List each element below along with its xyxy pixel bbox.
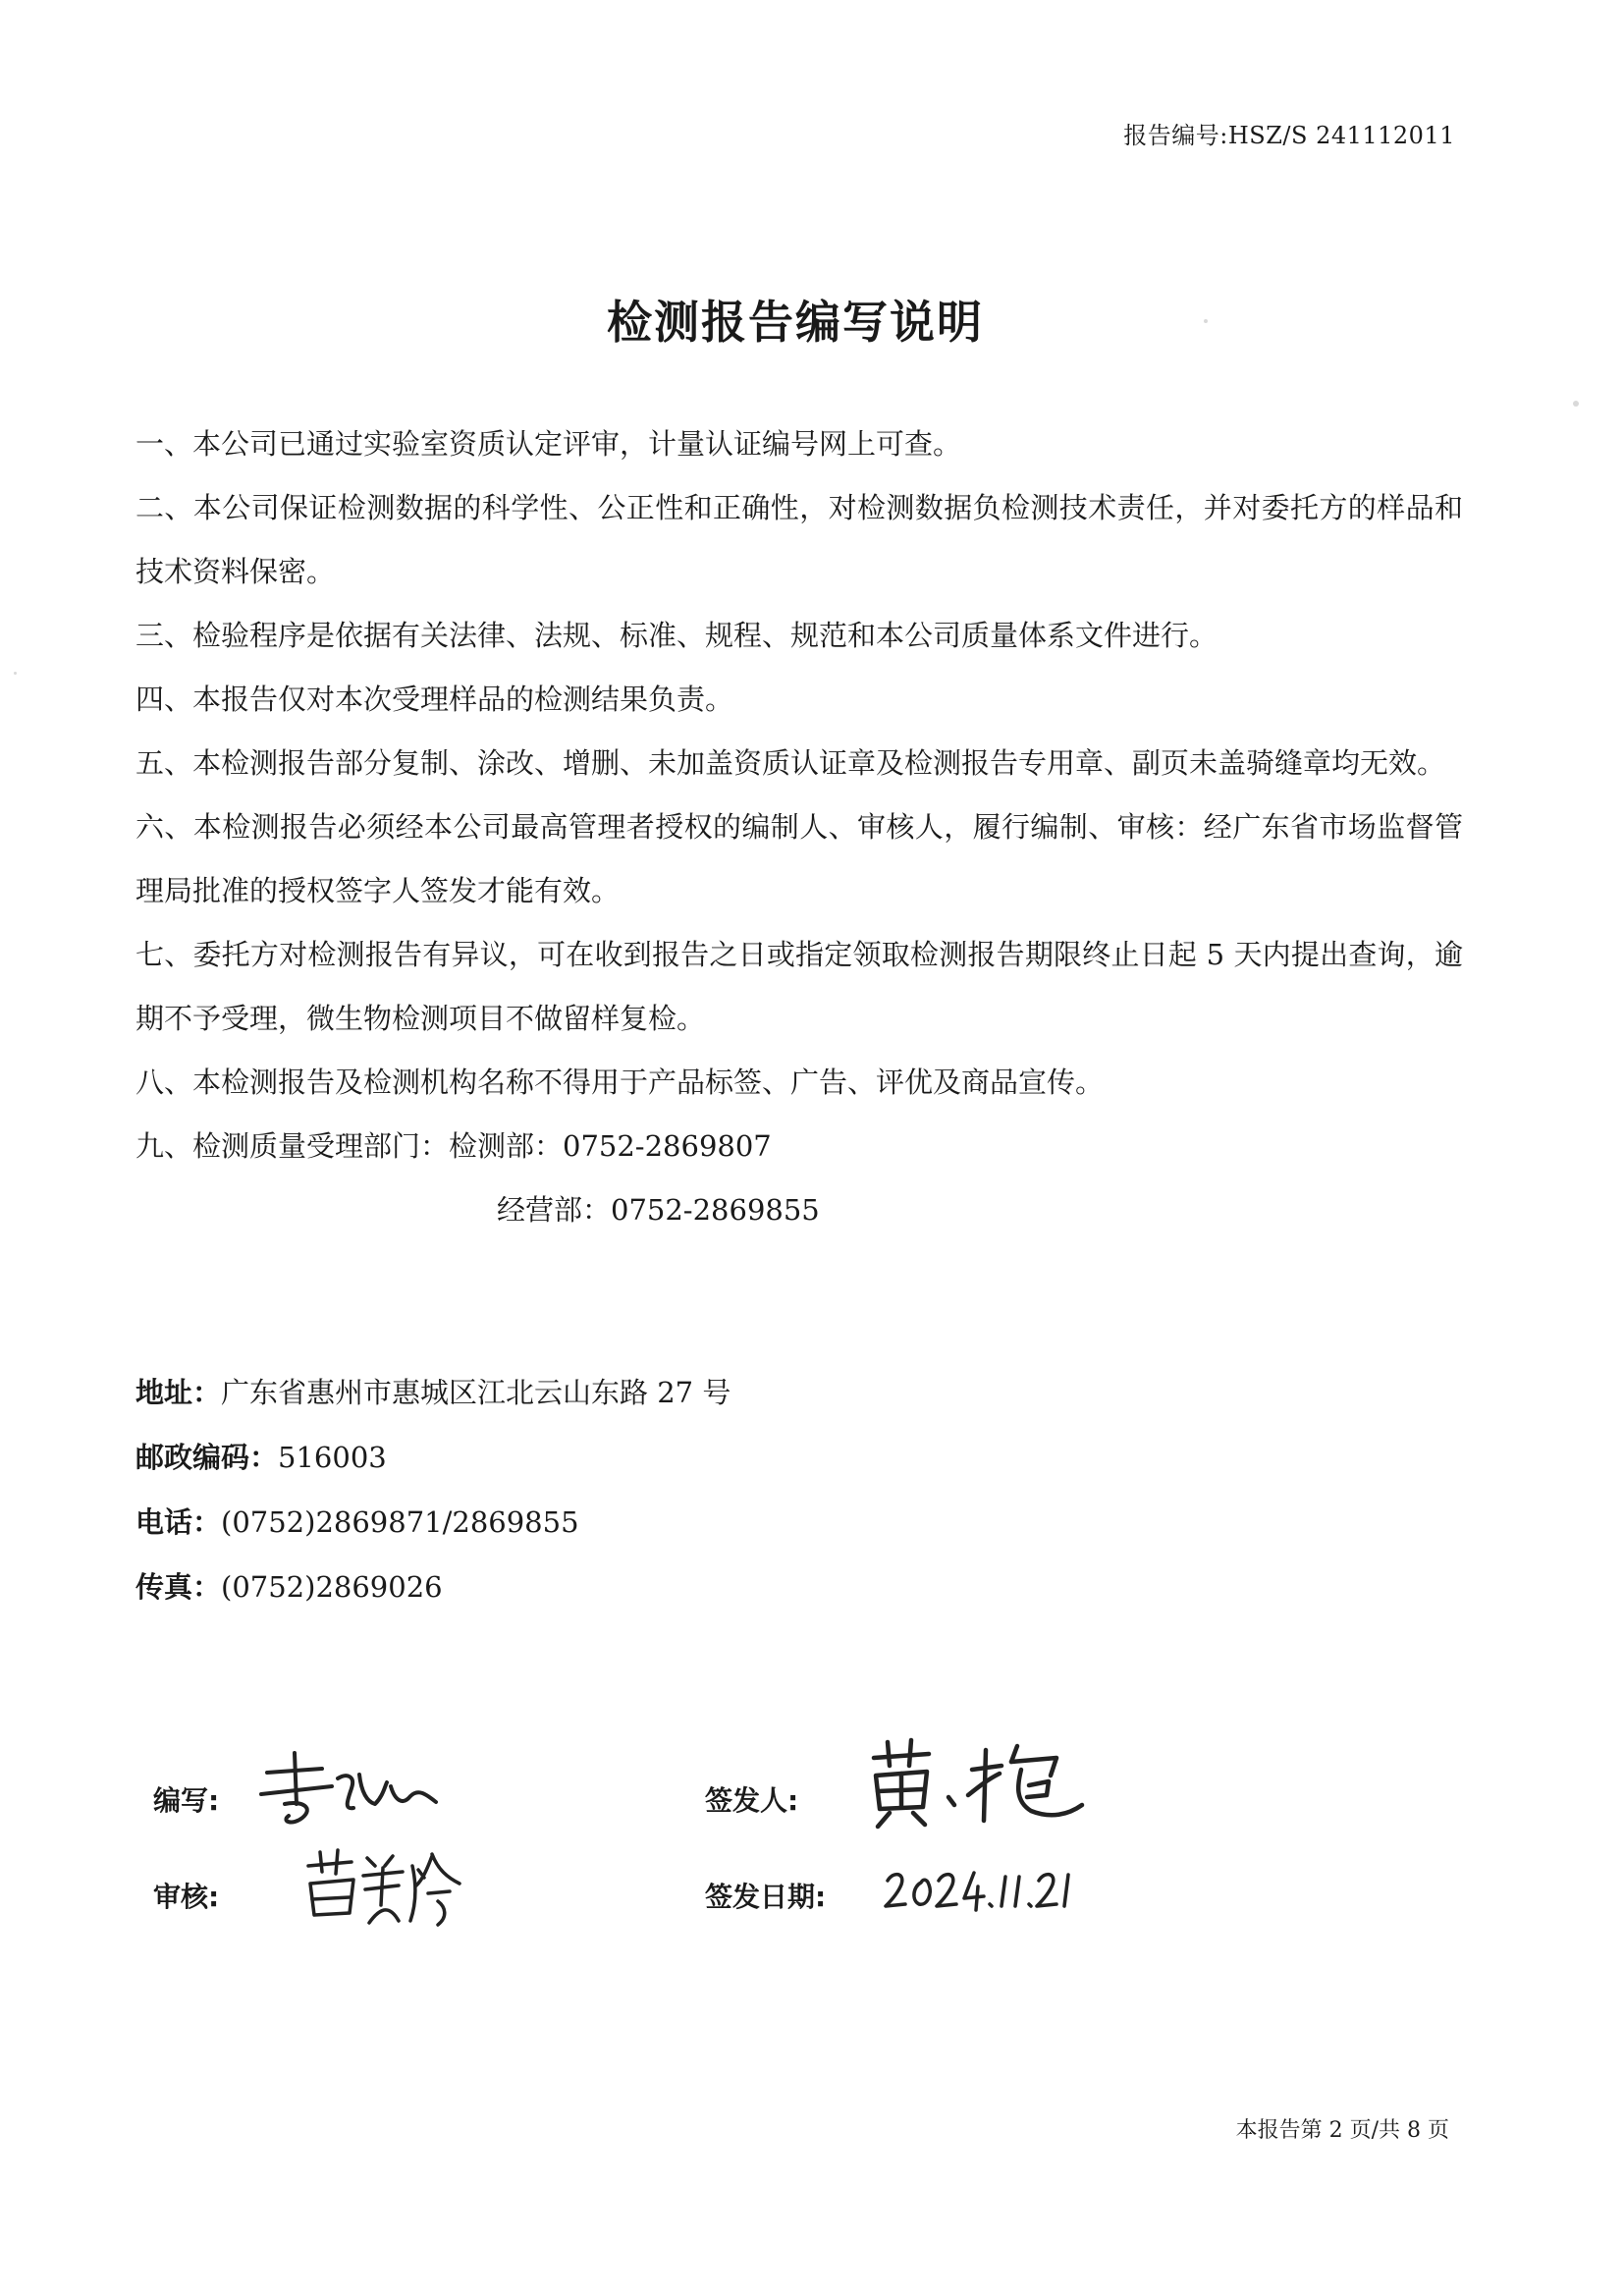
fax-value: (0752)2869026 — [221, 1570, 443, 1604]
fax-label: 传真： — [135, 1570, 222, 1604]
phone-value: (0752)2869871/2869855 — [221, 1505, 579, 1539]
issuer-label: 签发人: — [705, 1784, 799, 1817]
reviewer-signature — [300, 1844, 467, 1933]
contact-departments-line: 九、检测质量受理部门：检测部：0752-2869807 — [135, 1129, 772, 1163]
issue-date-handwritten — [882, 1859, 1078, 1918]
issue-date-label: 签发日期: — [705, 1881, 827, 1913]
postcode-value: 516003 — [278, 1441, 387, 1474]
fax-row — [135, 1555, 731, 1619]
contact-info — [135, 1360, 731, 1619]
scan-speck — [1204, 319, 1208, 323]
clause-item: 八、本检测报告及检测机构名称不得用于产品标签、广告、评优及商品宣传。 — [135, 1066, 1105, 1099]
author-signature — [253, 1743, 460, 1831]
clause-item: 三、检验程序是依据有关法律、法规、标准、规程、规范和本公司质量体系文件进行。 — [135, 619, 1218, 652]
business-dept-line: 经营部：0752-2869855 — [497, 1193, 820, 1227]
address-label: 地址： — [135, 1376, 222, 1409]
clause-item: 二、本公司保证检测数据的科学性、公正性和正确性，对检测数据负检测技术责任，并对委托方的样品和技术资料保密。 — [135, 491, 1463, 588]
author-label: 编写: — [153, 1784, 220, 1817]
document-title: 检测报告编写说明 — [607, 296, 984, 349]
scan-speck — [1573, 401, 1579, 407]
clause-item: 一、本公司已通过实验室资质认定评审，计量认证编号网上可查。 — [135, 427, 962, 461]
postcode-row — [135, 1425, 731, 1490]
postcode-label: 邮政编码： — [135, 1441, 279, 1474]
page-info: 本报告第 2 页/共 8 页 — [1235, 2118, 1449, 2143]
phone-row — [135, 1490, 731, 1555]
clauses-list — [135, 412, 1463, 1242]
clause-item: 五、本检测报告部分复制、涂改、增删、未加盖资质认证章及检测报告专用章、副页未盖骑缝章均无效。 — [135, 746, 1446, 780]
reviewer-label: 审核: — [153, 1881, 220, 1913]
phone-label: 电话： — [135, 1505, 222, 1539]
clause-item: 六、本检测报告必须经本公司最高管理者授权的编制人、审核人，履行编制、审核：经广东省市场监督管理局批准的授权签字人签发才能有效。 — [135, 810, 1463, 907]
clause-item: 四、本报告仅对本次受理样品的检测结果负责。 — [135, 683, 734, 716]
report-number: 报告编号:HSZ/S 241112011 — [1123, 122, 1455, 149]
clause-item: 七、委托方对检测报告有异议，可在收到报告之日或指定领取检测报告期限终止日起 5 天内提出查询，逾期不予受理，微生物检测项目不做留样复检。 — [135, 938, 1463, 1035]
address-row — [135, 1360, 731, 1425]
address-value: 广东省惠州市惠城区江北云山东路 27 号 — [221, 1376, 731, 1409]
scan-speck — [14, 672, 17, 675]
issuer-signature — [864, 1736, 1100, 1834]
